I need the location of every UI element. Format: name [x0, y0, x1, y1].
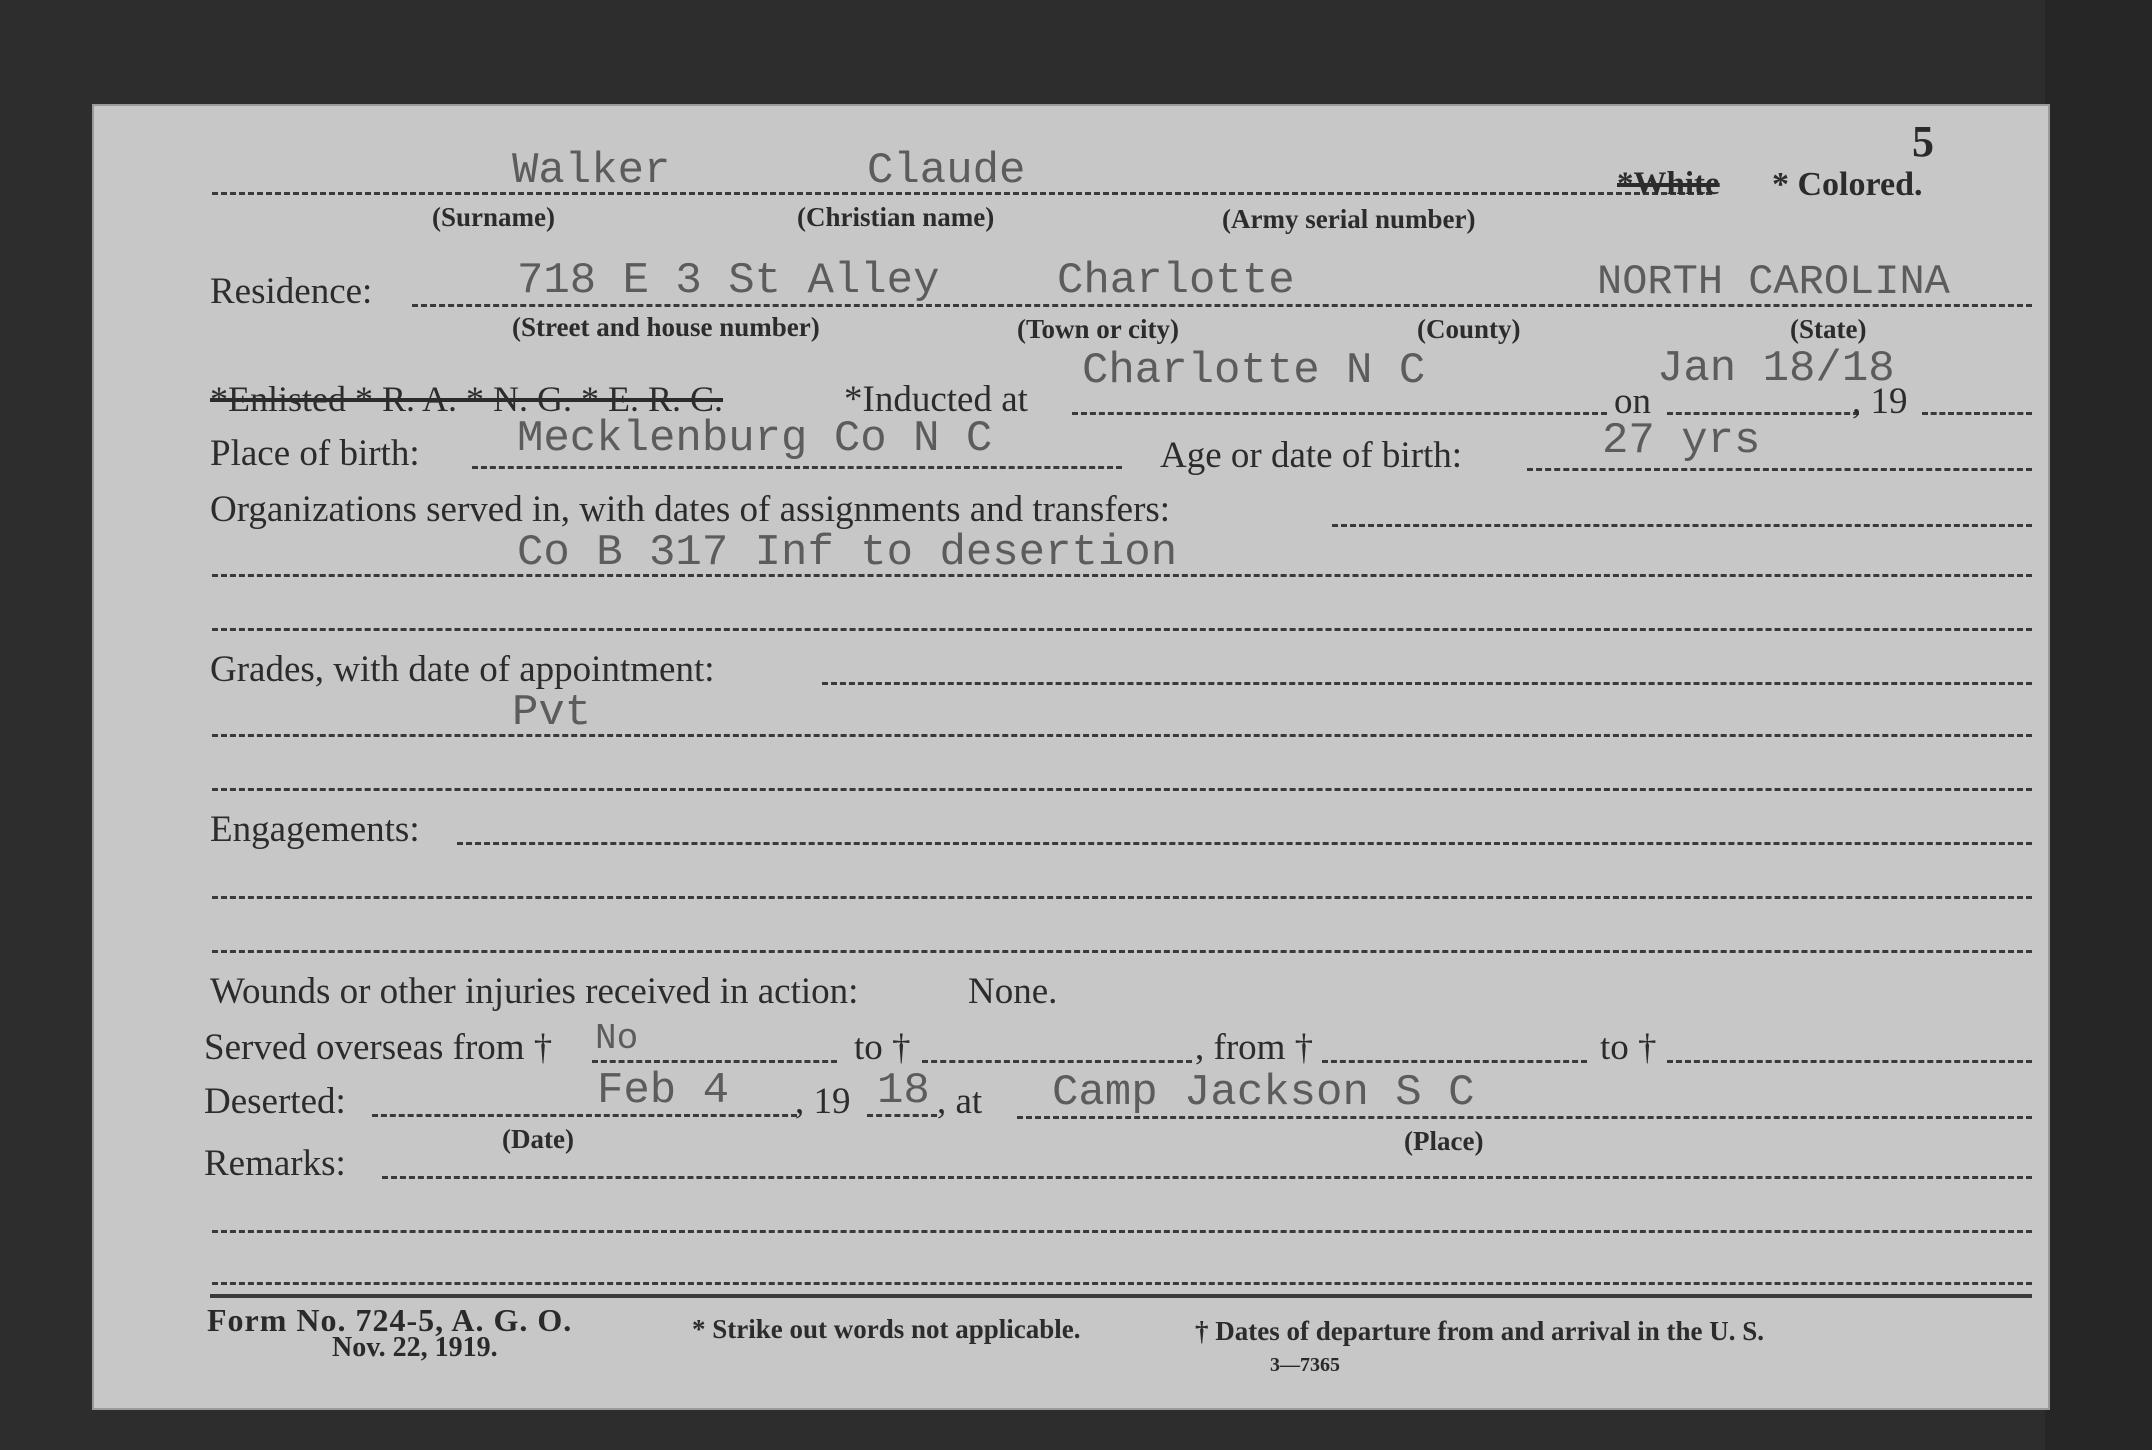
grades-line-2: [212, 734, 2032, 737]
age-value: 27 yrs: [1602, 416, 1761, 466]
grades-line-3: [212, 788, 2032, 791]
birthplace-line: [472, 466, 1122, 469]
town-value: Charlotte: [1057, 256, 1295, 306]
town-caption: (Town or city): [1017, 314, 1179, 344]
organizations-line-3: [212, 628, 2032, 631]
organizations-label: Organizations served in, with dates of assignments and transfers:: [210, 489, 1171, 530]
on-label: on: [1614, 381, 1651, 422]
street-value: 718 E 3 St Alley: [517, 256, 940, 306]
inducted-label: *Inducted at: [844, 379, 1028, 420]
state-value: NORTH CAROLINA: [1597, 258, 1950, 306]
place-caption: (Place): [1404, 1126, 1484, 1156]
enlisted-struck: *Enlisted * R. A. * N. G. * E. R. C.: [210, 379, 724, 419]
birthplace-value: Mecklenburg Co N C: [517, 414, 993, 464]
overseas-to-line-2: [1667, 1060, 2032, 1063]
page-number: 5: [1912, 117, 1934, 166]
wounds-label: Wounds or other injuries received in action:: [210, 971, 859, 1012]
year-line: [1922, 412, 2032, 415]
christian-name-caption: (Christian name): [797, 202, 995, 232]
deserted-at-label: , at: [937, 1081, 983, 1122]
deserted-label: Deserted:: [204, 1081, 346, 1122]
serial-caption: (Army serial number): [1222, 204, 1476, 234]
street-caption: (Street and house number): [512, 312, 820, 342]
surname-caption: (Surname): [432, 202, 555, 232]
strike-note: * Strike out words not applicable.: [692, 1314, 1081, 1344]
surname-value: Walker: [512, 146, 671, 196]
deserted-date-line: [372, 1114, 797, 1117]
date-caption: (Date): [502, 1124, 574, 1154]
age-line: [1527, 468, 2032, 471]
engagements-line-1: [457, 842, 2032, 845]
state-caption: (State): [1790, 314, 1867, 344]
race-colored: * Colored.: [1772, 166, 1923, 203]
christian-name-value: Claude: [867, 146, 1026, 196]
scan-background: [2045, 0, 2152, 1450]
overseas-to-line-1: [922, 1060, 1192, 1063]
overseas-label: Served overseas from †: [204, 1027, 553, 1068]
form-date: Nov. 22, 1919.: [332, 1332, 498, 1363]
remarks-label: Remarks:: [204, 1143, 346, 1184]
inducted-date-value: Jan 18/18: [1657, 344, 1895, 394]
engagements-line-2: [212, 896, 2032, 899]
organizations-line-1: [1332, 524, 2032, 527]
service-record-card: [92, 104, 2050, 1410]
county-caption: (County): [1417, 314, 1521, 344]
overseas-from-line-2: [1322, 1060, 1587, 1063]
remarks-line-2: [212, 1230, 2032, 1233]
inducted-place-value: Charlotte N C: [1082, 346, 1426, 396]
form-number: Form No. 724-5, A. G. O.: [207, 1302, 573, 1338]
remarks-line-1: [382, 1176, 2032, 1179]
wounds-value: None.: [968, 971, 1058, 1012]
overseas-to-label-1: to †: [854, 1027, 911, 1068]
race-white-struck: *White: [1617, 166, 1720, 202]
print-code: 3—7365: [1270, 1354, 1340, 1376]
overseas-from-label: , from †: [1195, 1027, 1314, 1068]
residence-label: Residence:: [210, 271, 373, 312]
birthplace-label: Place of birth:: [210, 433, 420, 474]
grades-label: Grades, with date of appointment:: [210, 649, 715, 690]
year-prefix: , 19: [1852, 381, 1908, 422]
organizations-value: Co B 317 Inf to desertion: [517, 528, 1178, 578]
grades-line-1: [822, 682, 2032, 685]
deserted-date-value: Feb 4: [597, 1066, 730, 1116]
overseas-from-value: No: [595, 1018, 639, 1059]
inducted-line: [1072, 412, 1607, 415]
footer-rule: [210, 1294, 2032, 1298]
deserted-year-value: 18: [877, 1066, 930, 1116]
overseas-to-label-2: to †: [1600, 1027, 1657, 1068]
engagements-label: Engagements:: [210, 809, 420, 850]
inducted-date-line: [1667, 412, 1859, 415]
age-label: Age or date of birth:: [1160, 435, 1463, 476]
dagger-note: † Dates of departure from and arrival in the U. S.: [1195, 1316, 1764, 1346]
engagements-line-3: [212, 950, 2032, 953]
deserted-year-prefix: , 19: [795, 1081, 851, 1122]
deserted-place-value: Camp Jackson S C: [1052, 1068, 1475, 1118]
overseas-from-line: [592, 1060, 837, 1063]
grade-value: Pvt: [512, 688, 592, 738]
remarks-line-3: [212, 1282, 2032, 1285]
